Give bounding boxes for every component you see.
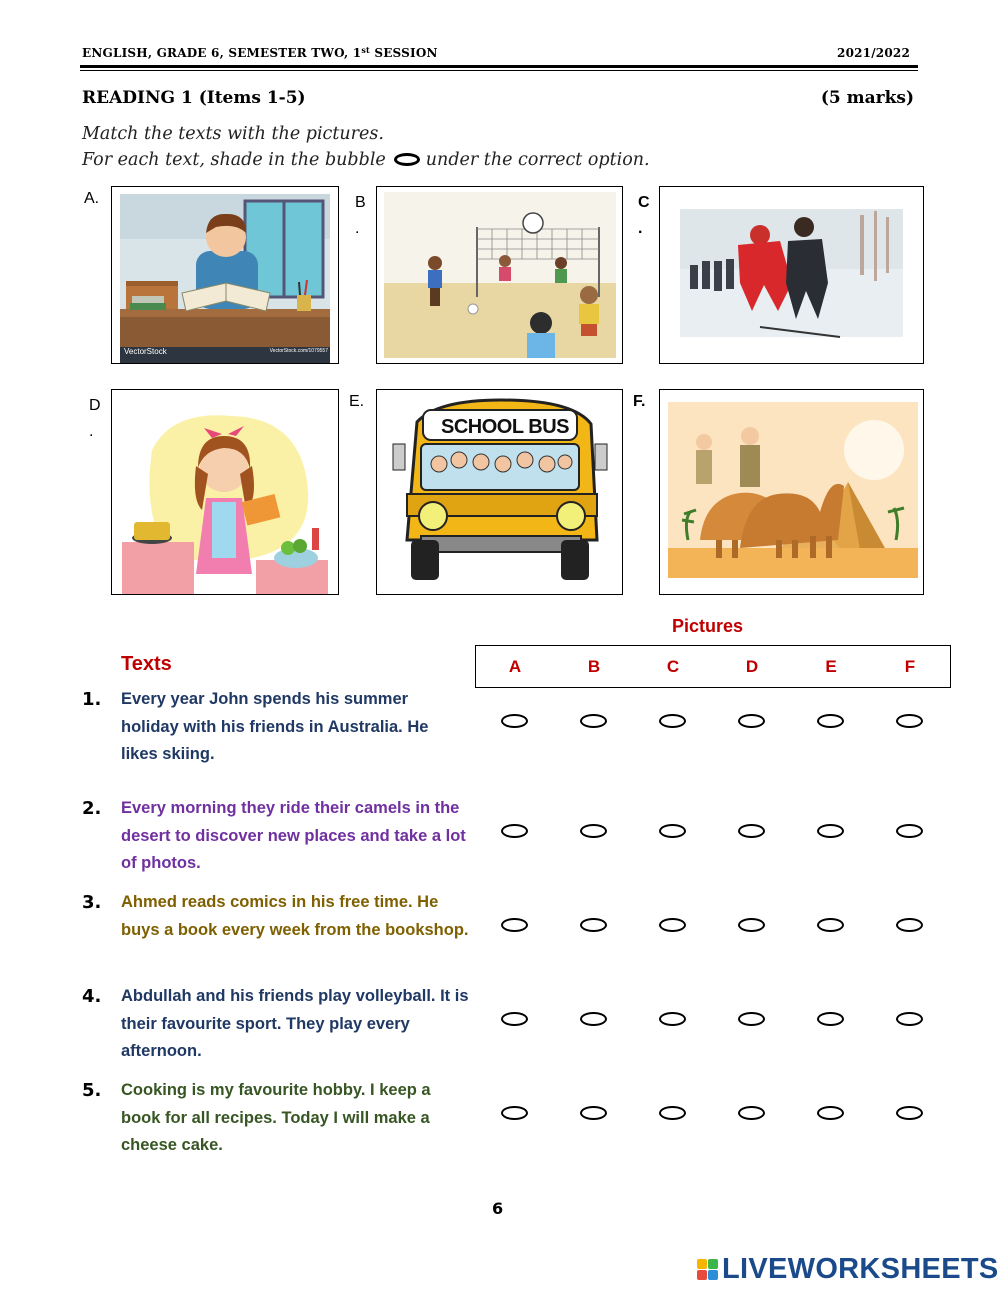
- answer-bubble-5-c[interactable]: [659, 1106, 686, 1120]
- item-text-5: Cooking is my favourite hobby. I keep a book for all recipes. Today I will make a cheese cake.: [121, 1081, 431, 1154]
- option-header-c: C: [666, 657, 680, 676]
- answer-bubble-5-d[interactable]: [738, 1106, 765, 1120]
- option-header-b: B: [587, 657, 601, 676]
- section-marks: (5 marks): [820, 88, 914, 108]
- school-bus-sign: SCHOOL BUS: [441, 416, 569, 438]
- item-number-1: 1.: [82, 689, 102, 710]
- picture-label-c: C .: [638, 194, 650, 237]
- section-title: READING 1 (Items 1-5): [82, 88, 306, 108]
- answer-bubble-4-a[interactable]: [501, 1012, 528, 1026]
- vectorstock-caption: VectorStock: [124, 347, 167, 356]
- answer-bubble-3-a[interactable]: [501, 918, 528, 932]
- picture-label-b: B .: [355, 194, 366, 237]
- option-header-d: D: [745, 657, 759, 676]
- answer-bubble-2-b[interactable]: [580, 824, 607, 838]
- answer-bubble-5-b[interactable]: [580, 1106, 607, 1120]
- option-header-f: F: [904, 657, 916, 676]
- picture-a-boy-reading: [111, 186, 339, 364]
- options-header-box: [475, 645, 951, 688]
- answer-bubble-5-a[interactable]: [501, 1106, 528, 1120]
- bubble-icon: [394, 153, 420, 166]
- answer-bubble-4-b[interactable]: [580, 1012, 607, 1026]
- item-number-2: 2.: [82, 798, 102, 819]
- answer-bubble-2-a[interactable]: [501, 824, 528, 838]
- item-text-2: Every morning they ride their camels in the desert to discover new places and take a lot of photos.: [121, 799, 466, 872]
- answer-bubble-5-f[interactable]: [896, 1106, 923, 1120]
- answer-bubble-2-e[interactable]: [817, 824, 844, 838]
- option-header-e: E: [825, 657, 837, 676]
- header-year: 2021/2022: [837, 46, 910, 60]
- answer-bubble-5-e[interactable]: [817, 1106, 844, 1120]
- picture-f-camels: [659, 389, 924, 595]
- picture-c-skiing: [659, 186, 924, 364]
- item-text-4: Abdullah and his friends play volleyball. It is their favourite sport. They play every afternoon.: [121, 987, 469, 1060]
- answer-bubble-1-a[interactable]: [501, 714, 528, 728]
- answer-bubble-1-b[interactable]: [580, 714, 607, 728]
- item-text-3: Ahmed reads comics in his free time. He buys a book every week from the bookshop.: [121, 893, 469, 939]
- answer-bubble-3-d[interactable]: [738, 918, 765, 932]
- header-rule-thick: [80, 65, 918, 68]
- item-number-5: 5.: [82, 1080, 102, 1101]
- liveworksheets-logo[interactable]: [697, 1253, 999, 1285]
- answer-bubble-4-f[interactable]: [896, 1012, 923, 1026]
- instruction-shade: For each text, shade in the bubble under the correct option.: [82, 150, 650, 170]
- answer-bubble-2-d[interactable]: [738, 824, 765, 838]
- picture-label-a: A.: [84, 190, 100, 207]
- answer-bubble-3-c[interactable]: [659, 918, 686, 932]
- vectorstock-url: VectorStock.com/1079557: [269, 348, 328, 354]
- header-rule-thin: [80, 70, 918, 71]
- option-header-a: A: [508, 657, 522, 676]
- item-number-4: 4.: [82, 986, 102, 1007]
- answer-bubble-4-d[interactable]: [738, 1012, 765, 1026]
- answer-bubble-3-e[interactable]: [817, 918, 844, 932]
- answer-bubble-1-c[interactable]: [659, 714, 686, 728]
- texts-heading: Texts: [121, 653, 172, 675]
- answer-bubble-3-f[interactable]: [896, 918, 923, 932]
- picture-label-d: D .: [89, 397, 101, 440]
- picture-label-f: F.: [633, 393, 646, 410]
- answer-bubble-3-b[interactable]: [580, 918, 607, 932]
- answer-bubble-4-e[interactable]: [817, 1012, 844, 1026]
- answer-bubble-4-c[interactable]: [659, 1012, 686, 1026]
- item-number-3: 3.: [82, 892, 102, 913]
- page-number: 6: [492, 1199, 504, 1218]
- picture-e-school-bus: [376, 389, 623, 595]
- liveworksheets-wordmark: LIVEWORKSHEETS: [722, 1252, 999, 1285]
- picture-d-girl-cooking: [111, 389, 339, 595]
- header-course: ENGLISH, GRADE 6, SEMESTER TWO, 1st SESSION: [82, 45, 438, 60]
- picture-label-e: E.: [349, 393, 365, 410]
- pictures-heading: Pictures: [672, 616, 744, 636]
- instruction-match: Match the texts with the pictures.: [82, 124, 384, 144]
- item-text-1: Every year John spends his summer holiday with his friends in Australia. He likes skiing.: [121, 690, 429, 763]
- liveworksheets-logo-icon: [697, 1259, 718, 1280]
- document-header: [82, 46, 918, 62]
- picture-b-volleyball: [376, 186, 623, 364]
- answer-bubble-1-d[interactable]: [738, 714, 765, 728]
- answer-bubble-1-f[interactable]: [896, 714, 923, 728]
- answer-bubble-2-f[interactable]: [896, 824, 923, 838]
- answer-bubble-2-c[interactable]: [659, 824, 686, 838]
- answer-bubble-1-e[interactable]: [817, 714, 844, 728]
